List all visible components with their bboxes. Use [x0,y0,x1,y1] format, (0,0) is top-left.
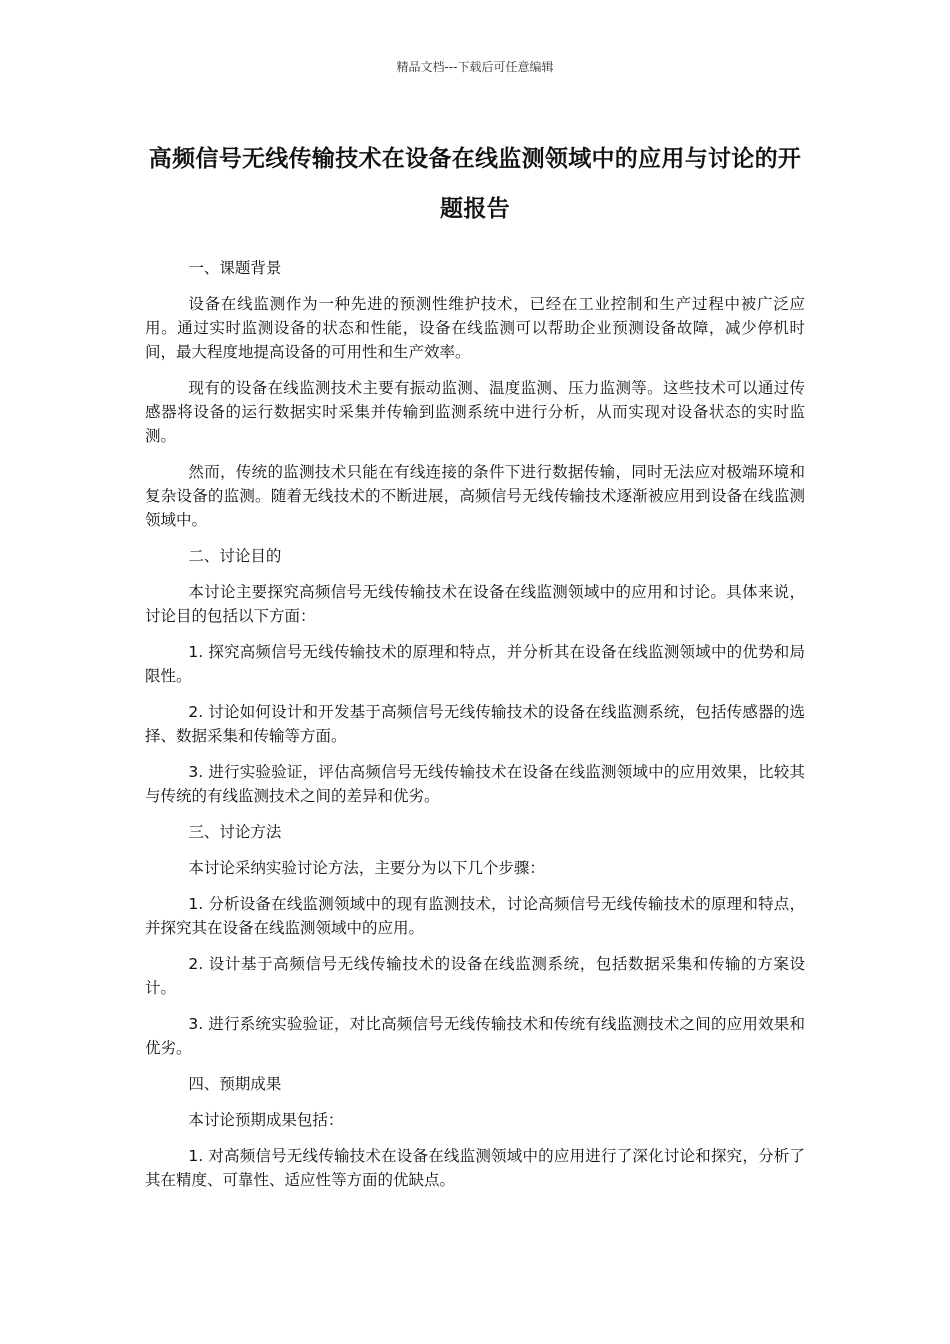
paragraph: 然而，传统的监测技术只能在有线连接的条件下进行数据传输，同时无法应对极端环境和复杂设备的监测。随着无线技术的不断进展，高频信号无线传输技术逐渐被应用到设备在线监测领域中。 [145,463,805,529]
paragraph: 本讨论预期成果包括： [188,1111,344,1129]
section-heading-background: 一、课题背景 [188,259,282,277]
section-heading-outcomes: 四、预期成果 [188,1075,282,1093]
list-item: 2. 讨论如何设计和开发基于高频信号无线传输技术的设备在线监测系统，包括传感器的选择、数据采集和传输等方面。 [145,703,805,745]
list-item: 1. 对高频信号无线传输技术在设备在线监测领域中的应用进行了深化讨论和探究，分析了其在精度、可靠性、适应性等方面的优缺点。 [145,1147,805,1189]
section-heading-purpose: 二、讨论目的 [188,547,282,565]
list-item: 2. 设计基于高频信号无线传输技术的设备在线监测系统，包括数据采集和传输的方案设计。 [145,955,805,997]
list-item: 1. 分析设备在线监测领域中的现有监测技术，讨论高频信号无线传输技术的原理和特点，并探究其在设备在线监测领域中的应用。 [145,895,805,937]
list-item: 1. 探究高频信号无线传输技术的原理和特点，并分析其在设备在线监测领域中的优势和局限性。 [145,643,805,685]
list-item: 3. 进行系统实验验证，对比高频信号无线传输技术和传统有线监测技术之间的应用效果和优劣。 [145,1015,805,1057]
document-body [145,256,805,1204]
section-heading-method: 三、讨论方法 [188,823,282,841]
list-item: 3. 进行实验验证，评估高频信号无线传输技术在设备在线监测领域中的应用效果，比较其与传统的有线监测技术之间的差异和优劣。 [145,763,805,805]
header-note: 精品文档---下载后可任意编辑 [396,60,554,74]
paragraph: 本讨论采纳实验讨论方法，主要分为以下几个步骤： [188,859,545,877]
paragraph: 设备在线监测作为一种先进的预测性维护技术，已经在工业控制和生产过程中被广泛应用。通过实时监测设备的状态和性能，设备在线监测可以帮助企业预测设备故障，减少停机时间，最大程度地提高设备的可用性和生产效率。 [145,295,805,361]
document-title: 高频信号无线传输技术在设备在线监测领域中的应用与讨论的开题报告 [148,146,802,222]
paragraph: 本讨论主要探究高频信号无线传输技术在设备在线监测领域中的应用和讨论。具体来说，讨论目的包括以下方面： [145,583,805,625]
paragraph: 现有的设备在线监测技术主要有振动监测、温度监测、压力监测等。这些技术可以通过传感器将设备的运行数据实时采集并传输到监测系统中进行分析，从而实现对设备状态的实时监测。 [145,379,805,445]
